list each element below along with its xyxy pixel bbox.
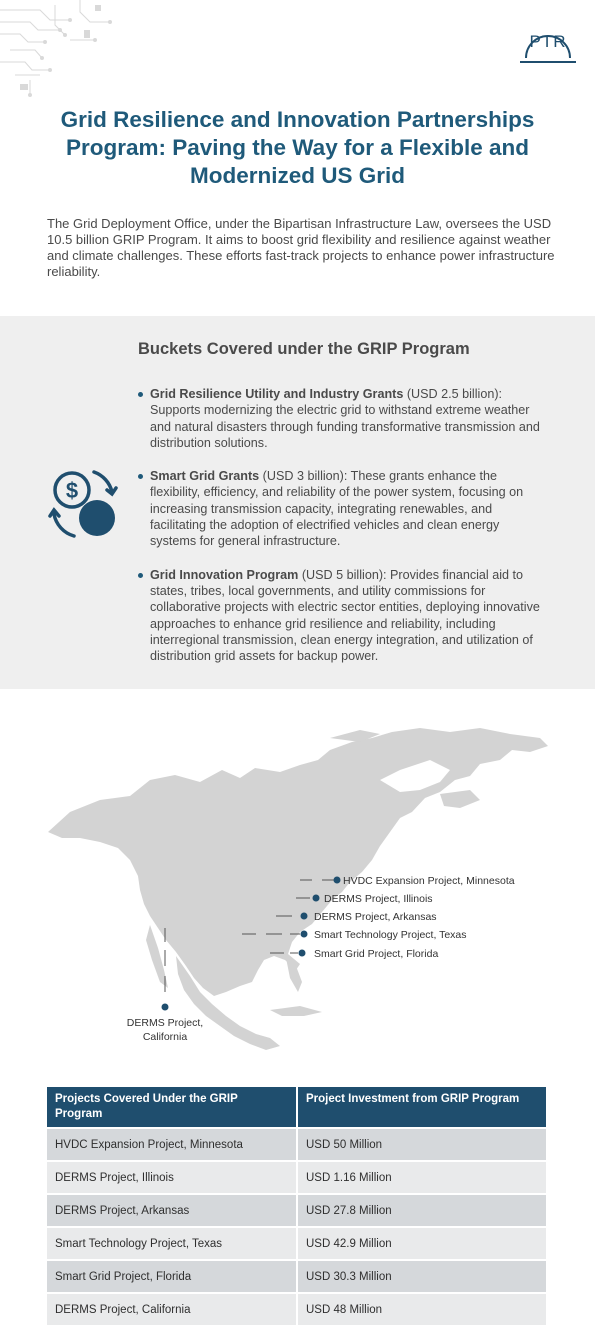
investment-cell: USD 27.8 Million xyxy=(296,1193,546,1226)
bucket-item xyxy=(137,386,549,451)
investment-cell: USD 48 Million xyxy=(296,1292,546,1325)
bucket-description: Supports modernizing the electric grid to withstand extreme weather and natural disasters through funding transformative transmission and distribution solutions. xyxy=(150,403,540,450)
investment-cell: USD 1.16 Million xyxy=(296,1160,546,1193)
table-row xyxy=(47,1127,546,1160)
marker-illinois xyxy=(313,895,320,902)
bucket-description: These grants enhance the flexibility, efficiency, and reliability of the power system, focusing on increasing transmission capacity, integrating renewables, and facilitating the adoption of electrified vehicles and clean energy systems for general infrastructure. xyxy=(150,469,524,549)
investment-cell: USD 30.3 Million xyxy=(296,1259,546,1292)
project-name-cell: HVDC Expansion Project, Minnesota xyxy=(47,1127,296,1160)
project-name-cell: DERMS Project, Arkansas xyxy=(47,1193,296,1226)
project-name-cell: Smart Technology Project, Texas xyxy=(47,1226,296,1259)
table-row xyxy=(47,1160,546,1193)
bucket-title: Grid Innovation Program xyxy=(150,567,299,582)
svg-text:$: $ xyxy=(65,478,79,503)
investment-cell: USD 42.9 Million xyxy=(296,1226,546,1259)
project-name-cell: Smart Grid Project, Florida xyxy=(47,1259,296,1292)
project-name-cell: DERMS Project, California xyxy=(47,1292,296,1325)
project-name-cell: DERMS Project, Illinois xyxy=(47,1160,296,1193)
marker-minnesota xyxy=(334,877,341,884)
buckets-heading: Buckets Covered under the GRIP Program xyxy=(138,340,470,358)
bucket-item xyxy=(137,468,549,549)
table-row xyxy=(47,1226,546,1259)
bucket-amount: (USD 5 billion): xyxy=(298,567,391,582)
bucket-description: Provides financial aid to states, tribes, local governments, and utility commissions for collaborative projects with electric sector entities, deploying innovative approaches to enhance grid resilience and reliability, including interregional transmission, clean energy integration, and utilization of distribution grid assets for backup power. xyxy=(150,567,540,664)
ptr-logo xyxy=(516,18,580,66)
marker-florida xyxy=(299,950,306,957)
map-label-illinois: DERMS Project, Illinois xyxy=(324,893,433,905)
bucket-title: Smart Grid Grants xyxy=(150,469,260,484)
north-america-map xyxy=(0,720,595,1060)
marker-arkansas xyxy=(301,913,308,920)
column-header: Project Investment from GRIP Program xyxy=(296,1087,546,1127)
map-label-arkansas: DERMS Project, Arkansas xyxy=(314,911,437,923)
page-title: Grid Resilience and Innovation Partnerships Program: Paving the Way for a Flexible and Modernized US Grid xyxy=(60,107,535,188)
marker-california xyxy=(162,1004,169,1011)
map-label-california: DERMS Project, California xyxy=(126,1017,204,1043)
table-row xyxy=(47,1259,546,1292)
table-header-row xyxy=(47,1087,546,1127)
table-row xyxy=(47,1193,546,1226)
dollar-cycle-icon xyxy=(48,466,120,542)
buckets-list xyxy=(137,386,549,681)
map-label-minnesota: HVDC Expansion Project, Minnesota xyxy=(343,875,515,887)
investment-cell: USD 50 Million xyxy=(296,1127,546,1160)
bucket-amount: (USD 2.5 billion): xyxy=(403,387,503,401)
marker-texas xyxy=(301,931,308,938)
bucket-title: Grid Resilience Utility and Industry Grants xyxy=(150,387,404,401)
projects-table xyxy=(47,1087,546,1325)
circuit-pattern-decoration xyxy=(0,0,120,100)
intro-paragraph: The Grid Deployment Office, under the Bipartisan Infrastructure Law, oversees the USD 10.5 billion GRIP Program. It aims to boost grid flexibility and resilience against weather and climate challenges. These efforts fast-track projects to enhance power infrastructure reliability. xyxy=(47,216,555,279)
table-row xyxy=(47,1292,546,1325)
map-label-florida: Smart Grid Project, Florida xyxy=(314,948,439,960)
column-header: Projects Covered Under the GRIP Program xyxy=(47,1087,296,1127)
map-graphic xyxy=(0,720,595,1060)
map-label-texas: Smart Technology Project, Texas xyxy=(314,929,467,941)
logo-text: PTR xyxy=(529,32,567,51)
bucket-item xyxy=(137,567,549,665)
bucket-amount: (USD 3 billion): xyxy=(259,469,351,484)
